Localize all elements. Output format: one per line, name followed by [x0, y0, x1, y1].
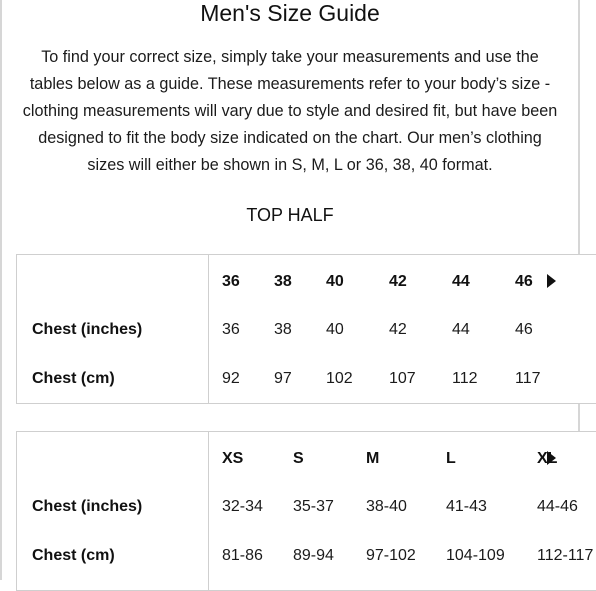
- row-label-chest-cm: Chest (cm): [32, 547, 115, 564]
- table-cell: 97-102: [366, 547, 416, 564]
- table-cell: 92: [222, 370, 240, 387]
- table-cell: 112: [452, 370, 478, 387]
- size-table-numeric[interactable]: [16, 254, 596, 404]
- table-cell: 36: [222, 321, 240, 338]
- size-header: 38: [274, 273, 292, 290]
- table-cell: 102: [326, 370, 353, 387]
- triangle-right-icon[interactable]: [547, 451, 556, 465]
- table-cell: 41-43: [446, 498, 487, 515]
- row-label-chest-cm: Chest (cm): [32, 370, 115, 387]
- size-header: 42: [389, 273, 407, 290]
- table-cell: 104-109: [446, 547, 505, 564]
- row-label-chest-inches: Chest (inches): [32, 498, 143, 515]
- table-cell: 117: [515, 370, 541, 387]
- row-label-chest-inches: Chest (inches): [32, 321, 143, 338]
- size-header: 36: [222, 273, 240, 290]
- table-cell: 44-46: [537, 498, 578, 515]
- size-header: S: [293, 450, 304, 467]
- table-cell: 89-94: [293, 547, 334, 564]
- page-title: Men's Size Guide: [200, 0, 380, 26]
- left-frame-border: [0, 0, 2, 580]
- size-header: XL: [537, 450, 558, 467]
- size-header: 44: [452, 273, 470, 290]
- table-cell: 112-117: [537, 547, 594, 564]
- table-cell: 38: [274, 321, 292, 338]
- size-table-letter[interactable]: [16, 431, 596, 591]
- table-cell: 46: [515, 321, 533, 338]
- table-cell: 38-40: [366, 498, 407, 515]
- table-cell: 42: [389, 321, 407, 338]
- table-cell: 97: [274, 370, 292, 387]
- triangle-right-icon[interactable]: [547, 274, 556, 288]
- table-cell: 35-37: [293, 498, 334, 515]
- table-cell: 40: [326, 321, 344, 338]
- table-cell: 81-86: [222, 547, 263, 564]
- table-cell: 32-34: [222, 498, 263, 515]
- intro-paragraph: To find your correct size, simply take your measurements and use the tables below as a guide. These measurements refer to your body’s size - clothing measurements will vary due to style and desired fit, but have been designed to fit the body size indicated on the chart. Our men’s clothing sizes will either be shown in S, M, L or 36, 38, 40 format.: [22, 48, 558, 174]
- section-heading-top-half: TOP HALF: [246, 205, 334, 225]
- size-header: 46: [515, 273, 533, 290]
- size-header: M: [366, 450, 380, 467]
- size-header: XS: [222, 450, 244, 467]
- table-cell: 107: [389, 370, 416, 387]
- size-header: 40: [326, 273, 344, 290]
- table-cell: 44: [452, 321, 470, 338]
- size-header: L: [446, 450, 456, 467]
